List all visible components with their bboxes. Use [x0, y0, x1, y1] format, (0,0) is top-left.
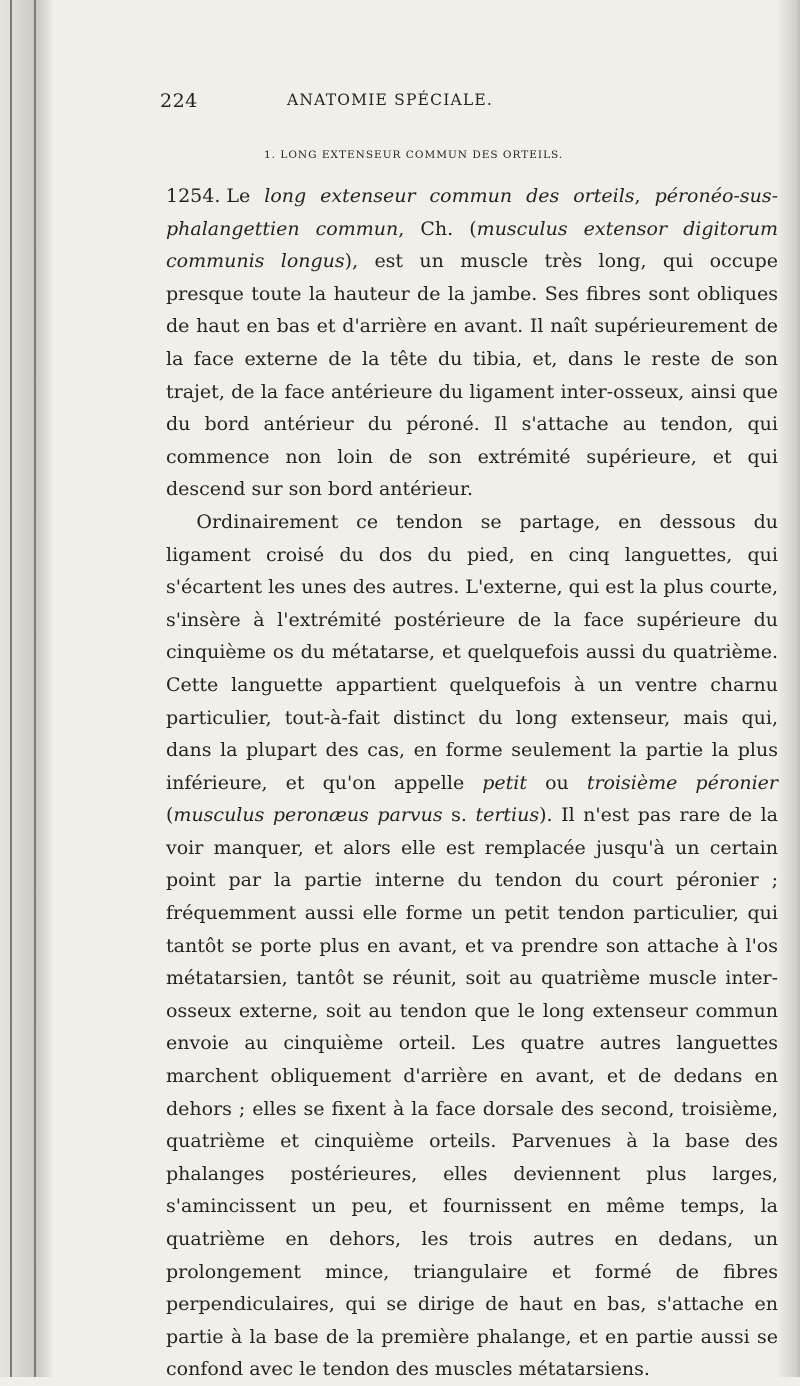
italic-term: péronéo-sus-phalangettien commun — [166, 185, 778, 240]
page-header — [160, 90, 780, 120]
italic-term: troisième péronier — [586, 771, 778, 794]
text-run: ), est un muscle très long, qui occupe presque toute la hauteur de la jambe. Ses fibres sont obliques de haut en bas et d'arrière en avant. Il naît supérieurement de la face externe de la tête du tibia, et, dans le reste de son trajet, de la face antérieure du ligament inter-osseux, ainsi que du bord antérieur du péroné. Il s'attache au tendon, qui commence non loin de son extrémité supérieure, et qui descend sur son bord antérieur. — [166, 250, 778, 501]
body-text — [166, 180, 778, 1386]
paragraph — [166, 506, 778, 1386]
text-run: ( — [166, 804, 174, 827]
section-heading: 1. LONG EXTENSEUR COMMUN DES ORTEILS. — [264, 149, 564, 161]
italic-term: musculus peronæus parvus — [173, 804, 443, 827]
text-run: , — [634, 185, 655, 207]
italic-term: long extenseur commun des orteils — [264, 185, 635, 207]
text-run: ou — [527, 771, 587, 794]
gutter-shadow-line — [34, 0, 36, 1377]
text-run: Ordinairement ce tendon se partage, en dessous du ligament croisé du dos du pied, en cinq languettes, qui s'écartent les unes des autres. L'externe, qui est la plus courte, s'insère à l'extrémité postérieure de la face supérieure du cinquième os du métatarse, et quelquefois aussi du quatrième. Cette languette appartient quelquefois à un ventre charnu particulier, tout-à-fait distinct du long extenseur, mais qui, dans la plupart des cas, en forme seulement la partie la plus inférieure, et qu'on appelle — [166, 510, 778, 794]
italic-term: musculus extensor digitorum communis longus — [166, 217, 778, 273]
italic-term: petit — [482, 771, 528, 794]
text-run: s. — [442, 804, 476, 827]
paragraph-number: 1254. — [166, 185, 221, 207]
running-head: ANATOMIE SPÉCIALE. — [287, 91, 494, 109]
paragraph — [166, 180, 778, 506]
italic-term: tertius — [475, 804, 540, 827]
page-number: 224 — [160, 90, 198, 112]
text-run: ). Il n'est pas rare de la voir manquer, et alors elle est remplacée jusqu'à un certain point par la partie interne du tendon du court péronier ; fréquemment aussi elle forme un petit tendon particulier, qui tantôt se porte plus en avant, et va prendre son attache à l'os métatarsien, tantôt se réunit, soit au quatrième muscle inter-osseux externe, soit au tendon que le long extenseur commun envoie au cinquième orteil. Les quatre autres languettes marchent obliquement d'arrière en avant, et de dedans en dehors ; elles se fixent à la face dorsale des second, troisième, quatrième et cinquième orteils. Parvenues à la base des phalanges postérieures, elles deviennent plus larges, s'amincissent un peu, et fournissent en même temps, la quatrième en dehors, les trois autres en dedans, un prolongement mince, triangulaire et formé de fibres perpendiculaires, qui se dirige de haut en bas, s'attache en partie à la base de la première phalange, et en partie aussi se confond avec le tendon des muscles métatarsiens. — [166, 804, 778, 1381]
text-run: Le — [226, 185, 265, 207]
page-edge — [778, 0, 800, 1377]
text-run: , Ch. ( — [398, 217, 477, 240]
book-gutter — [0, 0, 52, 1377]
gutter-shadow-line — [10, 0, 12, 1377]
